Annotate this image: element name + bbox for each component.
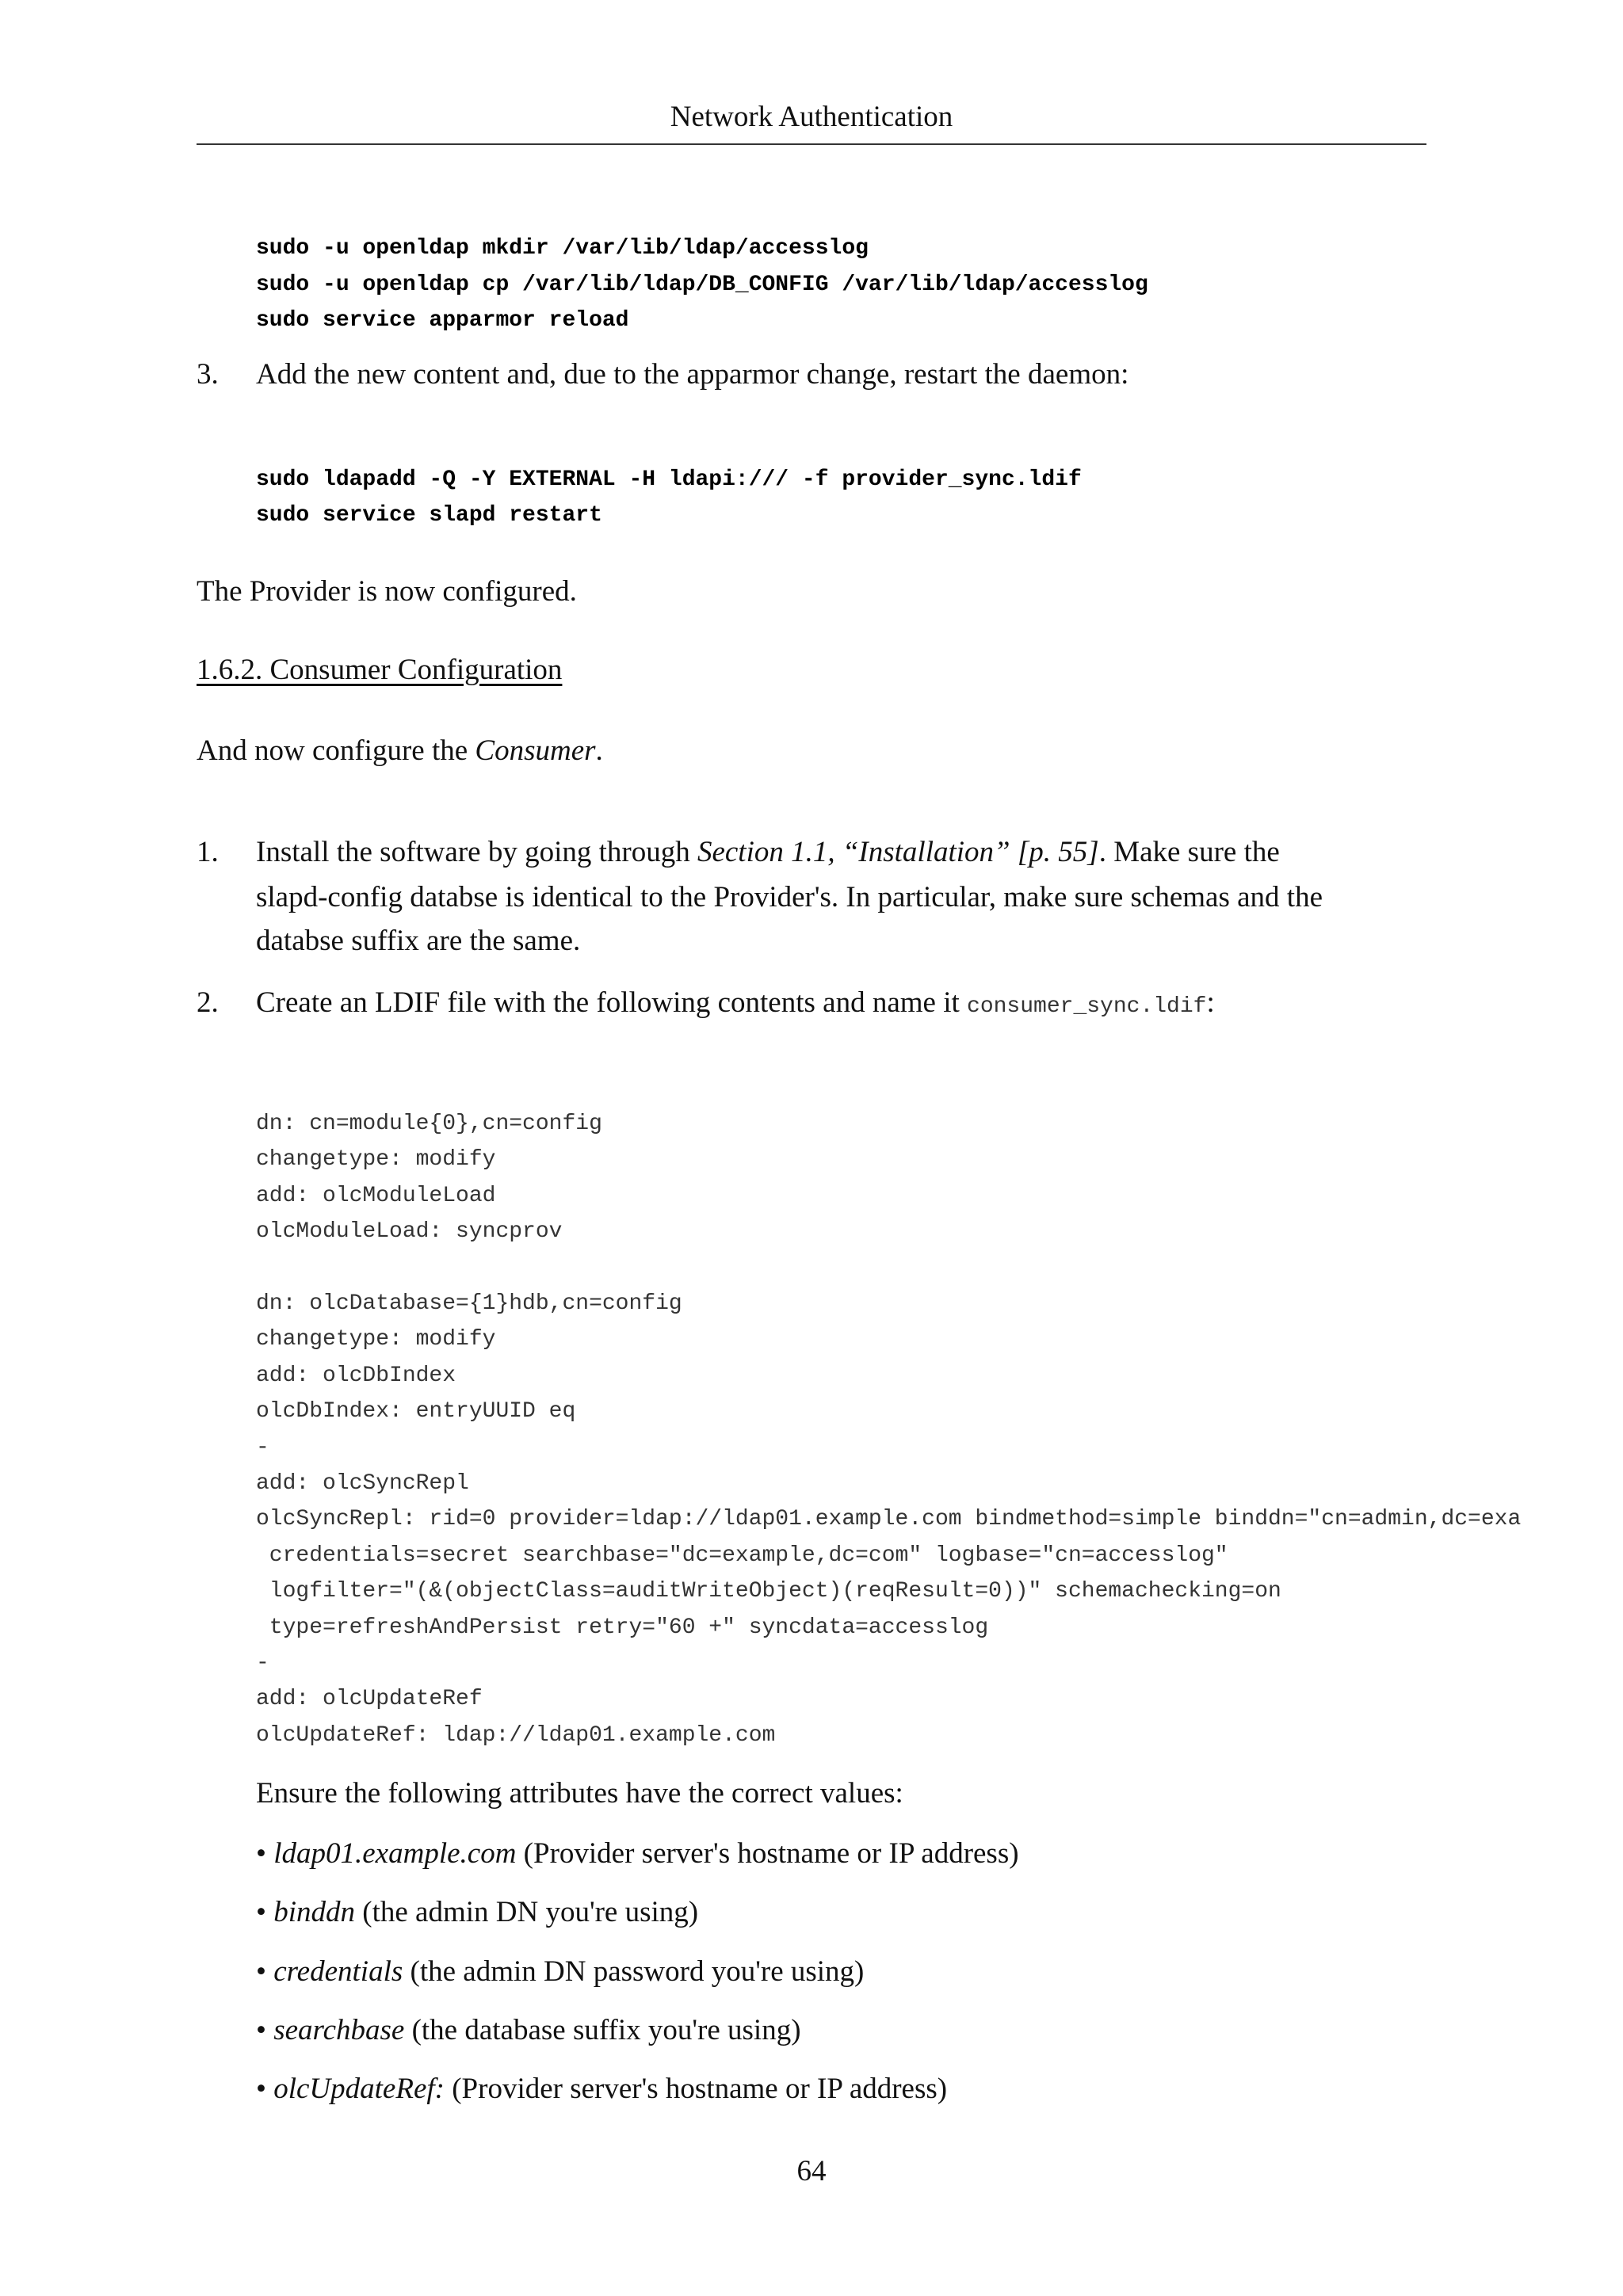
code-line: sudo -u openldap mkdir /var/lib/ldap/accesslog [256, 236, 869, 261]
bullet-icon: • [256, 1837, 266, 1870]
ldif-line: add: olcDbIndex [256, 1363, 456, 1388]
attribute-desc: (the admin DN you're using) [355, 1896, 699, 1928]
attribute-term: searchbase [273, 2014, 405, 2046]
step-number: 3. [197, 358, 219, 391]
step-text: slapd-config databse is identical to the Provider's. In particular, make sure schemas and the [256, 881, 1323, 913]
attribute-term: olcUpdateRef: [273, 2073, 445, 2105]
ldif-line: changetype: modify [256, 1147, 496, 1173]
page-number: 64 [796, 2155, 827, 2187]
paragraph: And now configure the Consumer. [197, 734, 603, 767]
header-rule [197, 143, 1426, 145]
list-item [256, 2072, 947, 2107]
ldif-line: olcUpdateRef: ldap://ldap01.example.com [256, 1722, 776, 1748]
attribute-desc: (Provider server's hostname or IP address) [516, 1837, 1019, 1870]
paragraph: The Provider is now configured. [197, 575, 577, 608]
code-line: sudo -u openldap cp /var/lib/ldap/DB_CONFIG /var/lib/ldap/accesslog [256, 273, 1148, 297]
bullet-icon: • [256, 1896, 266, 1928]
ldif-line: - [256, 1651, 269, 1676]
paragraph: Ensure the following attributes have the correct values: [256, 1777, 903, 1810]
list-item [256, 1836, 1019, 1871]
ldif-line: dn: olcDatabase={1}hdb,cn=config [256, 1291, 682, 1316]
step-number: 1. [197, 836, 219, 868]
section-heading: 1.6.2. Consumer Configuration [197, 654, 563, 686]
attribute-term: credentials [273, 1955, 403, 1988]
ldif-line: type=refreshAndPersist retry="60 +" syncdata=accesslog [256, 1615, 989, 1640]
attribute-desc: (the database suffix you're using) [404, 2014, 801, 2046]
section-link[interactable]: Section 1.1, “Installation” [p. 55] [697, 836, 1099, 868]
attribute-term: ldap01.example.com [273, 1837, 517, 1870]
code-line: sudo ldapadd -Q -Y EXTERNAL -H ldapi:/// -f provider_sync.ldif [256, 467, 1082, 492]
ldif-line: add: olcUpdateRef [256, 1687, 483, 1712]
ldif-line: logfilter="(&(objectClass=auditWriteObject)(reqResult=0))" schemachecking=on [256, 1579, 1281, 1604]
attribute-desc: (the admin DN password you're using) [403, 1955, 865, 1988]
list-item [256, 1895, 698, 1930]
code-line: sudo service apparmor reload [256, 308, 629, 333]
step-text: Install the software by going through Section 1.1, “Installation” [p. 55]. Make sure the [256, 836, 1280, 868]
ldif-line: olcSyncRepl: rid=0 provider=ldap://ldap01.example.com bindmethod=simple binddn="cn=admin,dc=exa [256, 1507, 1522, 1532]
step-text: Create an LDIF file with the following contents and name it consumer_sync.ldif: [256, 986, 1215, 1019]
attribute-term: binddn [273, 1896, 355, 1928]
filename: consumer_sync.ldif [967, 994, 1207, 1019]
step-text: databse suffix are the same. [256, 925, 581, 957]
bullet-icon: • [256, 2073, 266, 2105]
step-number: 2. [197, 986, 219, 1019]
ldif-line: add: olcSyncRepl [256, 1471, 469, 1496]
ldif-line: olcDbIndex: entryUUID eq [256, 1399, 576, 1425]
ldif-line: credentials=secret searchbase="dc=example,dc=com" logbase="cn=accesslog" [256, 1543, 1228, 1568]
step-text: Add the new content and, due to the apparmor change, restart the daemon: [256, 358, 1129, 391]
running-header: Network Authentication [670, 101, 953, 133]
ldif-line: olcModuleLoad: syncprov [256, 1219, 563, 1245]
code-line: sudo service slapd restart [256, 503, 602, 528]
list-item [256, 1955, 864, 1989]
bullet-icon: • [256, 2014, 266, 2046]
attribute-desc: (Provider server's hostname or IP address) [444, 2073, 948, 2105]
ldif-line: dn: cn=module{0},cn=config [256, 1112, 602, 1136]
ldif-line: - [256, 1435, 269, 1460]
list-item [256, 2013, 801, 2048]
ldif-line: changetype: modify [256, 1327, 496, 1352]
bullet-icon: • [256, 1955, 266, 1988]
ldif-line: add: olcModuleLoad [256, 1183, 496, 1208]
